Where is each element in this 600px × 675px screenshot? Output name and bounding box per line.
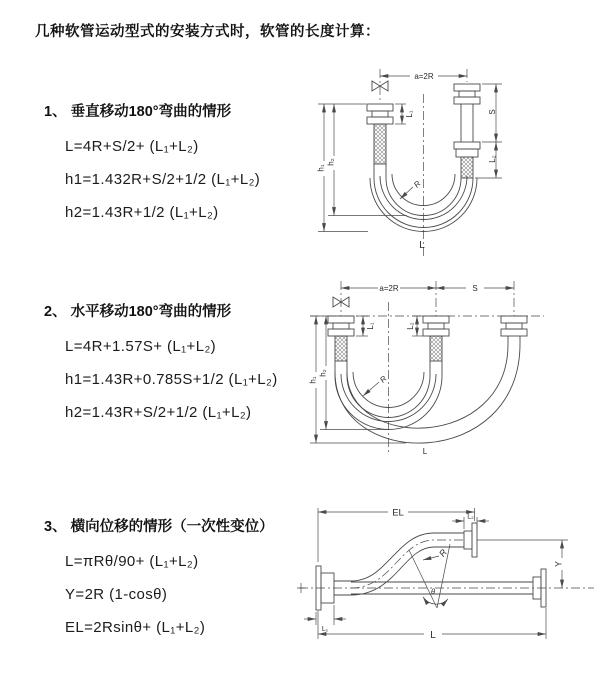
dim-label-l2: L₂ <box>406 322 415 330</box>
radius-label: R <box>437 547 449 559</box>
section-heading-text: 横向位移的情形（一次性变位） <box>70 519 274 535</box>
formula-line: h1=1.432R+S/2+1/2 (L₁+L₂) <box>65 171 261 188</box>
formula-line: h2=1.43R+S/2+1/2 (L₁+L₂) <box>65 404 252 421</box>
section-heading <box>44 300 319 321</box>
radius-label: R <box>378 374 389 385</box>
formula-line: EL=2Rsinθ+ (L₁+L₂) <box>65 619 206 636</box>
dim-label-stroke: S <box>472 283 478 293</box>
formula-line: h1=1.43R+0.785S+1/2 (L₁+L₂) <box>65 371 278 388</box>
section-heading <box>44 100 319 121</box>
radius-label: R <box>412 179 423 190</box>
hose-s-curve <box>351 533 464 595</box>
section-number: 3、 <box>44 519 67 535</box>
diagram-vertical-u-bend <box>312 66 547 264</box>
dim-label-l2: L₂ <box>488 155 497 163</box>
formula-list <box>44 545 319 644</box>
dimension-l1 <box>304 605 346 625</box>
left-pipe-fitting <box>367 104 393 124</box>
formula-list <box>44 130 319 229</box>
section-lateral-displacement <box>44 515 319 644</box>
pipe-fittings <box>328 316 527 336</box>
diagram-lateral-displacement <box>296 498 598 650</box>
dim-label-l1: L₁ <box>405 110 414 118</box>
displaced-flange <box>464 523 477 557</box>
right-pipe-fitting <box>454 84 480 157</box>
radius-leader <box>423 556 439 560</box>
dim-label-l2: L₂ <box>467 513 474 521</box>
dimension-h1 <box>318 104 368 232</box>
theta-label: θ <box>430 587 436 596</box>
dim-label-h2: h₂ <box>326 158 336 166</box>
braid-section <box>461 157 473 178</box>
centerline-mark <box>297 583 305 593</box>
braid-section <box>374 124 386 164</box>
section-number: 1、 <box>44 104 67 120</box>
formula-line: L=4R+S/2+ (L₁+L₂) <box>65 138 199 155</box>
formula-line: L=πRθ/90+ (L₁+L₂) <box>65 553 199 570</box>
braid-section <box>335 336 347 361</box>
dim-label-h1: h₁ <box>316 164 326 172</box>
formula-line: h2=1.43R+1/2 (L₁+L₂) <box>65 204 219 221</box>
page-title: 几种软管运动型式的安装方式时，软管的长度计算： <box>35 24 380 40</box>
formula-line: Y=2R (1-cosθ) <box>65 586 168 603</box>
section-vertical-bend <box>44 100 319 229</box>
length-label: L <box>422 447 428 456</box>
dim-label-h1: h₁ <box>308 376 318 384</box>
dim-label-el: EL <box>392 507 404 519</box>
centerlines <box>310 281 544 452</box>
dim-label-h2: h₂ <box>318 369 328 377</box>
diagram-horizontal-u-bend <box>306 276 548 458</box>
hose-left-leg <box>374 164 386 178</box>
section-heading <box>44 515 319 536</box>
formula-list <box>44 330 319 429</box>
formula-line: L=4R+1.57S+ (L₁+L₂) <box>65 338 217 355</box>
dim-label-span: a=2R <box>379 283 399 293</box>
right-pipe-neck <box>508 336 520 344</box>
dim-label-span: a=2R <box>414 71 434 81</box>
radius-leader <box>363 382 379 396</box>
length-label: L <box>419 240 425 251</box>
dimension-stroke <box>475 84 502 178</box>
dim-label-l1: L₁ <box>321 626 329 633</box>
section-heading-text: 垂直移动180°弯曲的情形 <box>70 104 232 120</box>
section-number: 2、 <box>44 304 67 320</box>
dimension-h1 <box>310 316 406 443</box>
section-horizontal-bend <box>44 300 319 429</box>
hose-u-bend-shifted <box>335 344 520 443</box>
dim-label-l: L <box>430 630 436 641</box>
radius-leader <box>400 187 413 199</box>
dim-label-stroke: S <box>488 109 497 115</box>
section-heading-text: 水平移动180°弯曲的情形 <box>70 304 232 320</box>
dim-label-y: Y <box>553 560 564 568</box>
braid-section <box>430 336 442 361</box>
dimension-h2 <box>328 104 407 216</box>
dim-label-l1: L₁ <box>366 322 375 330</box>
